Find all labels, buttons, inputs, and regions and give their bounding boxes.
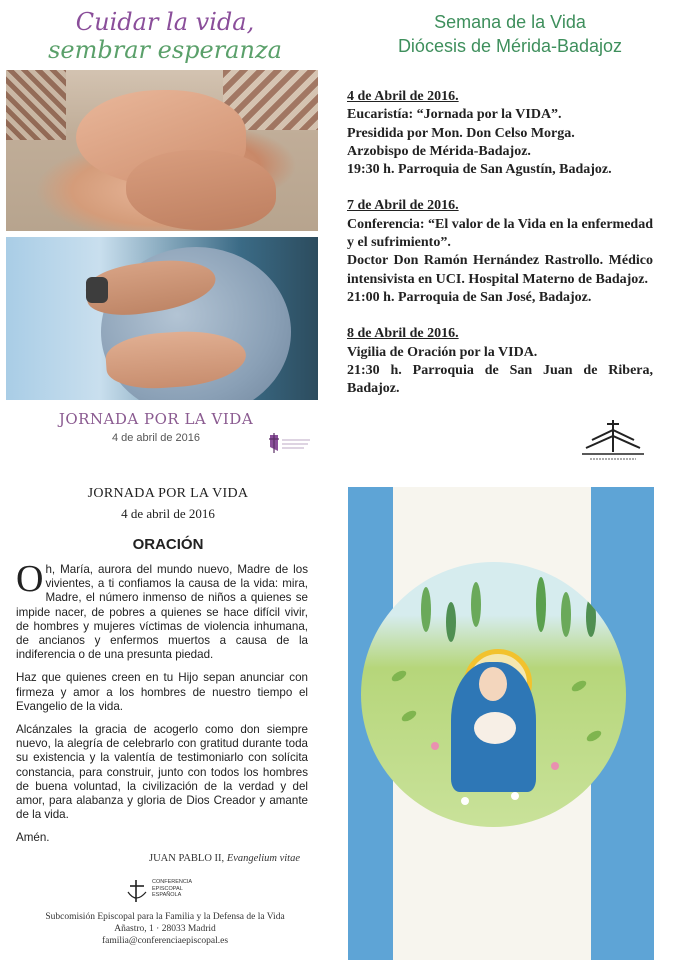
hand-bottom bbox=[126, 150, 276, 230]
madonna-banner-illustration bbox=[348, 487, 654, 960]
event-item bbox=[347, 197, 653, 307]
flower-shape bbox=[431, 742, 439, 750]
meadow-circle bbox=[361, 562, 626, 827]
event-line: 19:30 h. Parroquia de San Agustín, Badajoz. bbox=[347, 162, 612, 178]
tree-shape bbox=[561, 592, 571, 637]
flower-shape bbox=[461, 797, 469, 805]
tree-shape bbox=[586, 597, 596, 637]
prayer-text bbox=[16, 558, 308, 855]
prayer-paragraph-text: h, María, aurora del mundo nuevo, Madre de los vivientes, a ti confiamos la causa de la vida: mira, Madre, el número inmenso de niños a quienes se impide nacer, de pobres a quienes se hace difícil vivir, de hombres y mujeres víctimas de violencia inhumana, de ancianos y enfermos muertos a causa de la indiferencia o de una presunta piedad. bbox=[16, 563, 308, 662]
drop-cap: O bbox=[16, 558, 44, 600]
signature-work: Evangelium vitae bbox=[226, 853, 300, 864]
footer-email: familia@conferenciaepiscopal.es bbox=[101, 936, 229, 946]
event-item bbox=[347, 325, 653, 398]
prayer-signature bbox=[0, 853, 300, 864]
header-line-2: Diócesis de Mérida-Badajoz bbox=[397, 36, 623, 56]
jornada-caption-title: JORNADA POR LA VIDA bbox=[58, 410, 254, 428]
prayer-card-title: JORNADA POR LA VIDA bbox=[87, 486, 249, 501]
cee-logo-line: ESPAÑOLA bbox=[152, 892, 182, 898]
tree-shape bbox=[536, 577, 546, 632]
event-line: Vigilia de Oración por la VIDA. bbox=[347, 344, 538, 360]
jornada-caption-date: 4 de abril de 2016 bbox=[111, 432, 201, 444]
cee-logo-line: CONFERENCIA bbox=[152, 879, 193, 885]
event-date: 8 de Abril de 2016. bbox=[347, 326, 459, 342]
leaf-shape bbox=[400, 709, 418, 724]
footer-line-1: Subcomisión Episcopal para la Familia y la Defensa de la Vida bbox=[45, 912, 285, 922]
plaid-sleeve-left bbox=[6, 70, 66, 140]
leaf-shape bbox=[390, 669, 408, 684]
event-line: Doctor Don Ramón Hernández Rastrollo. Médico intensivista en UCI. Hospital Materno de Badajoz. bbox=[347, 253, 653, 287]
elderly-hands-photo bbox=[6, 70, 318, 231]
prayer-paragraph: Haz que quienes creen en tu Hijo sepan anunciar con firmeza y amor a los hombres de nuestro tiempo el Evangelio de la vida. bbox=[16, 671, 308, 713]
footer-line-2: Añastro, 1 · 28033 Madrid bbox=[114, 924, 216, 934]
prayer-paragraph: Alcánzales la gracia de acogerlo como don siempre nuevo, la alegría de celebrarlo con gratitud durante toda su existencia y la valentía de testimoniarlo con solícita constancia, para construir, junto con todos los hombres de buena voluntad, la civilización de la verdad y del amor, para alabanza y gloria de Dios Creador y amante de la vida. bbox=[16, 723, 308, 822]
events-list bbox=[347, 88, 653, 416]
cee-logo-line: EPISCOPAL bbox=[152, 885, 183, 892]
prayer-paragraph bbox=[16, 558, 308, 662]
baby-figure bbox=[474, 712, 516, 744]
slogan-line-2: sembrar esperanza bbox=[48, 36, 282, 64]
cee-logo-text bbox=[152, 879, 192, 899]
tree-shape bbox=[471, 582, 481, 627]
tree-shape bbox=[446, 602, 456, 642]
event-date: 7 de Abril de 2016. bbox=[347, 198, 459, 214]
madonna-face bbox=[479, 667, 507, 701]
prayer-amen: Amén. bbox=[16, 831, 50, 845]
event-line: 21:00 h. Parroquia de San José, Badajoz. bbox=[347, 289, 592, 305]
leaf-shape bbox=[570, 679, 588, 694]
event-line: Presidida por Mon. Don Celso Morga. bbox=[347, 125, 575, 141]
diocese-cross-logo-icon bbox=[578, 418, 648, 466]
pregnant-belly-photo bbox=[6, 237, 318, 400]
tree-shape bbox=[421, 587, 431, 632]
flower-shape bbox=[551, 762, 559, 770]
header-line-1: Semana de la Vida bbox=[434, 12, 586, 32]
prayer-card-date: 4 de abril de 2016 bbox=[121, 506, 215, 521]
episcopal-conference-logo-icon bbox=[266, 432, 312, 454]
watch-icon bbox=[86, 277, 108, 303]
event-line: 21:30 h. Parroquia de San Juan de Ribera, Badajoz. bbox=[347, 362, 653, 397]
event-date: 4 de Abril de 2016. bbox=[347, 89, 459, 104]
event-line: Conferencia: “El valor de la Vida en la enfermedad y el sufrimiento”. bbox=[347, 216, 653, 251]
prayer-heading: ORACIÓN bbox=[132, 536, 204, 553]
signature-author: JUAN PABLO II, bbox=[149, 853, 225, 864]
event-line: Eucaristía: “Jornada por la VIDA”. bbox=[347, 107, 562, 123]
event-item bbox=[347, 88, 653, 179]
event-line: Arzobispo de Mérida-Badajoz. bbox=[347, 143, 531, 159]
flower-shape bbox=[511, 792, 519, 800]
slogan-line-1: Cuidar la vida, bbox=[75, 8, 255, 36]
leaf-shape bbox=[585, 729, 603, 744]
